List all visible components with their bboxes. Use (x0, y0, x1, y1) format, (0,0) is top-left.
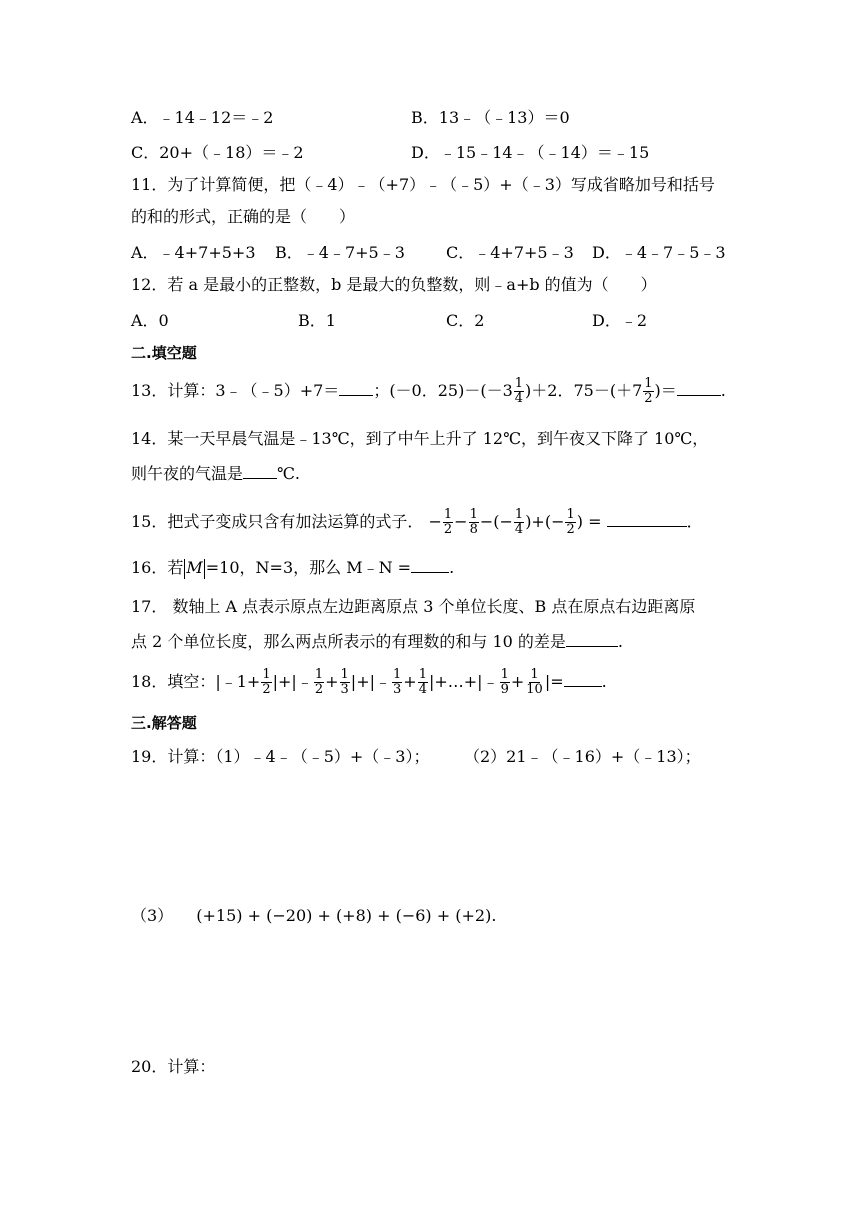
q18-answer-blank[interactable] (564, 670, 602, 687)
q18-fraction-4: $\frac{1}{3}$ (393, 667, 402, 697)
q13-prefix: 13．计算：3﹣（﹣5）+7＝ (131, 381, 340, 400)
q18-fraction-7: $\frac{1}{10}$ (526, 667, 543, 697)
q17-stem-line1: 17． 数轴上 A 点表示原点左边距离原点 3 个单位长度、B 点在原点右边距离原 (131, 597, 696, 616)
q18-fraction-6: $\frac{1}{9}$ (500, 667, 509, 697)
q20-stem: 20．计算： (131, 1057, 216, 1076)
q11-option-c: C．﹣4+7+5﹣3 (446, 243, 574, 262)
q19-part3: （3） (+15) + (−20) + (+8) + (−6) + (+2). (131, 906, 497, 925)
q17-answer-blank[interactable] (566, 630, 618, 647)
q15-fraction-3: $\frac{1}{4}$ (514, 507, 524, 537)
q11-option-d: D．﹣4﹣7﹣5﹣3 (592, 243, 726, 262)
q10-option-d: D．﹣15﹣14﹣（﹣14）＝﹣15 (411, 143, 650, 162)
q13-mid1: ；(－0．25)－(－3 (373, 381, 513, 400)
q19-part2: （2）21﹣（﹣16）+（﹣13）； (464, 747, 701, 766)
q11-stem-line1: 11．为了计算简便，把（﹣4）﹣（+7）﹣（﹣5）+（﹣3）写成省略加号和括号 (131, 175, 715, 194)
q13-fraction-1: $\frac{1}{4}$ (514, 376, 524, 406)
q19-part1: 19．计算：（1）﹣4﹣（﹣5）+（﹣3）； (131, 747, 430, 766)
q18-fraction-3: $\frac{1}{3}$ (340, 667, 349, 697)
q10-option-b: B．13﹣（﹣13）＝0 (411, 108, 570, 127)
q11-option-b: B．﹣4﹣7+5﹣3 (275, 243, 405, 262)
q12-option-d: D．﹣2 (592, 311, 648, 330)
q12-stem: 12．若 a 是最小的正整数，b 是最大的负整数，则﹣a+b 的值为（ ） (131, 275, 657, 294)
q13-question: 13．计算：3﹣（﹣5）+7＝ ；(－0．25)－(－3 $\frac{1}{4}$ )＋2．75－(＋7 $\frac{1}{2}$ )＝ . (131, 376, 726, 406)
q14-stem-line1: 14．某一天早晨气温是﹣13℃，到了中午上升了 12℃，到午夜又下降了 10℃， (131, 429, 709, 448)
q10-option-c: C．20+（﹣18）＝﹣2 (131, 143, 304, 162)
section-fill-in-heading: 二.填空题 (131, 344, 197, 362)
q19-part3-expression: (+15) + (−20) + (+8) + (−6) + (+2) (196, 906, 492, 925)
q16-question: 16．若 M =10，N=3，那么 M﹣N = . (131, 558, 455, 577)
q15-question: 15．把式子变成只含有加法运算的式子． − $\frac{1}{2}$ − $\frac{1}{8}$ −(− $\frac{1}{4}$ )+(− $\frac{1}{2}$ ) = ． (131, 507, 703, 537)
q18-fraction-5: $\frac{1}{4}$ (418, 667, 427, 697)
q12-option-a: A．0 (131, 311, 169, 330)
q15-fraction-1: $\frac{1}{2}$ (443, 507, 453, 537)
q14-stem-line2: 则午夜的气温是 ℃. (131, 464, 300, 483)
q12-option-b: B．1 (298, 311, 336, 330)
q13-fraction-2: $\frac{1}{2}$ (644, 376, 653, 406)
q16-answer-blank[interactable] (411, 556, 449, 573)
q19-part3-label: （3） (131, 906, 174, 925)
q11-option-a: A．﹣4+7+5+3 (131, 243, 256, 262)
q11-stem-line2: 的和的形式，正确的是（ ） (131, 207, 356, 226)
q14-answer-blank[interactable] (243, 462, 277, 479)
q18-question: 18．填空：|﹣1+ $\frac{1}{2}$ |+|﹣ $\frac{1}{2}$ + $\frac{1}{3}$ |+|﹣ $\frac{1}{3}$ + $\frac{1}{4}$ |+…+|﹣ $\frac{1}{9}$ + $\frac{1}{10}$ |= . (131, 667, 607, 697)
abs-bar-right (204, 559, 205, 579)
q13-mid3: )＝ (654, 381, 677, 400)
section-solve-heading: 三.解答题 (131, 714, 197, 732)
q10-option-a: A．﹣14﹣12＝﹣2 (131, 108, 274, 127)
q15-fraction-4: $\frac{1}{2}$ (566, 507, 575, 537)
q16-variable-m: M (186, 558, 203, 577)
q17-stem-line2: 点 2 个单位长度，那么两点所表示的有理数的和与 10 的差是 . (131, 632, 623, 651)
q13-answer-blank-1[interactable] (339, 379, 373, 396)
q18-fraction-2: $\frac{1}{2}$ (314, 667, 324, 697)
q18-fraction-1: $\frac{1}{2}$ (262, 667, 271, 697)
q15-fraction-2: $\frac{1}{8}$ (469, 507, 478, 537)
q12-option-c: C．2 (446, 311, 485, 330)
q15-answer-blank[interactable] (607, 510, 687, 527)
q13-answer-blank-2[interactable] (677, 379, 721, 396)
q13-mid2: )＋2．75－(＋7 (525, 381, 643, 400)
